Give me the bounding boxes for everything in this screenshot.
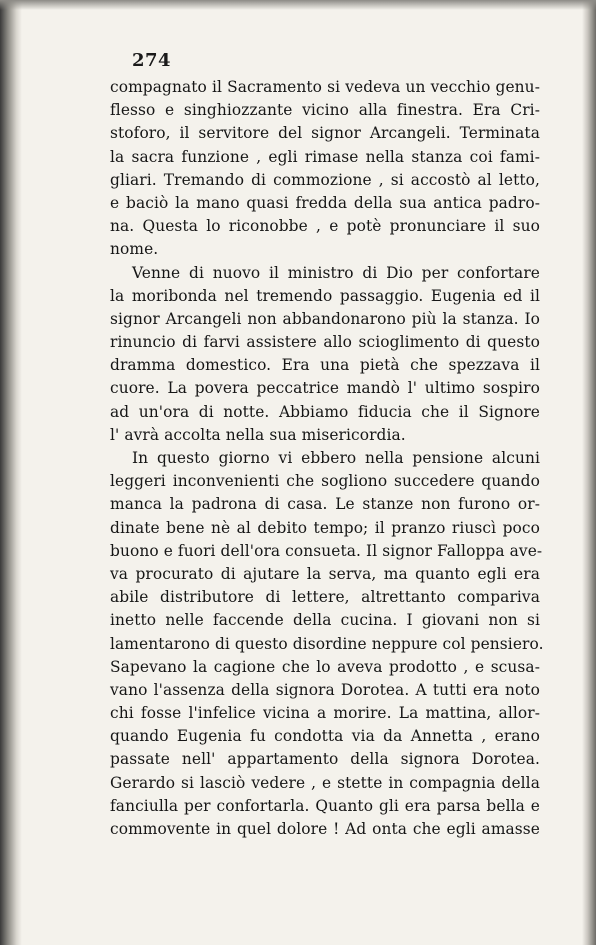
text-line: flesso e singhiozzante vicino alla finestra. Era Cri- bbox=[110, 101, 540, 120]
text-line: passate nell' appartamento della signora Dorotea. bbox=[110, 750, 540, 769]
binding-shadow bbox=[0, 0, 22, 945]
text-line: manca la padrona di casa. Le stanze non furono or- bbox=[110, 495, 540, 514]
text-line: e baciò la mano quasi fredda della sua antica padro- bbox=[110, 193, 540, 212]
text-line: Sapevano la cagione che lo aveva prodotto , e scusa- bbox=[110, 657, 540, 676]
text-line: inetto nelle faccende della cucina. I giovani non si bbox=[110, 611, 540, 630]
top-edge-shadow bbox=[0, 0, 596, 10]
text-line: compagnato il Sacramento si vedeva un vecchio genu- bbox=[110, 78, 540, 96]
page-number: 274 bbox=[132, 50, 172, 71]
text-line: dinate bene nè al debito tempo; il pranzo riuscì poco bbox=[110, 518, 540, 537]
text-line: Venne di nuovo il ministro di Dio per confortare bbox=[132, 263, 540, 282]
text-line: quando Eugenia fu condotta via da Annetta , erano bbox=[110, 727, 540, 746]
text-line: commovente in quel dolore ! Ad onta che egli amasse bbox=[110, 820, 540, 838]
text-line: la sacra funzione , egli rimase nella stanza coi fami- bbox=[110, 147, 540, 166]
text-line: Gerardo si lasciò vedere , e stette in compagnia della bbox=[110, 773, 540, 792]
text-line: cuore. La povera peccatrice mandò l' ultimo sospiro bbox=[110, 379, 540, 398]
body-text bbox=[110, 76, 544, 841]
text-line: leggeri inconvenienti che sogliono succedere quando bbox=[110, 472, 540, 491]
text-line: va procurato di ajutare la serva, ma quanto egli era bbox=[110, 564, 540, 583]
text-line: vano l'assenza della signora Dorotea. A tutti era noto bbox=[110, 680, 540, 699]
text-line: lamentarono di questo disordine neppure col pensiero. bbox=[110, 634, 544, 653]
text-line: abile distributore di lettere, altrettanto compariva bbox=[110, 588, 540, 607]
text-line: rinuncio di farvi assistere allo scioglimento di questo bbox=[110, 333, 540, 352]
text-line: stoforo, il servitore del signor Arcangeli. Terminata bbox=[110, 124, 540, 143]
text-line: l' avrà accolta nella sua misericordia. bbox=[110, 425, 406, 444]
text-line: In questo giorno vi ebbero nella pensione alcuni bbox=[132, 449, 540, 467]
text-line: chi fosse l'infelice vicina a morire. La mattina, allor- bbox=[110, 704, 540, 723]
text-line: dramma domestico. Era una pietà che spezzava il bbox=[110, 356, 540, 375]
text-line: buono e fuori dell'ora consueta. Il signor Falloppa ave- bbox=[110, 541, 543, 560]
text-line: nome. bbox=[110, 240, 159, 259]
text-line: na. Questa lo riconobbe , e potè pronunciare il suo bbox=[110, 217, 540, 236]
page-edge-shadow bbox=[582, 0, 596, 945]
text-line: la moribonda nel tremendo passaggio. Eugenia ed il bbox=[110, 286, 540, 305]
text-line: signor Arcangeli non abbandonarono più la stanza. Io bbox=[110, 309, 540, 328]
text-line: ad un'ora di notte. Abbiamo fiducia che il Signore bbox=[110, 402, 540, 421]
text-line: fanciulla per confortarla. Quanto gli era parsa bella e bbox=[110, 796, 540, 815]
text-line: gliari. Tremando di commozione , si accostò al letto, bbox=[110, 170, 540, 189]
